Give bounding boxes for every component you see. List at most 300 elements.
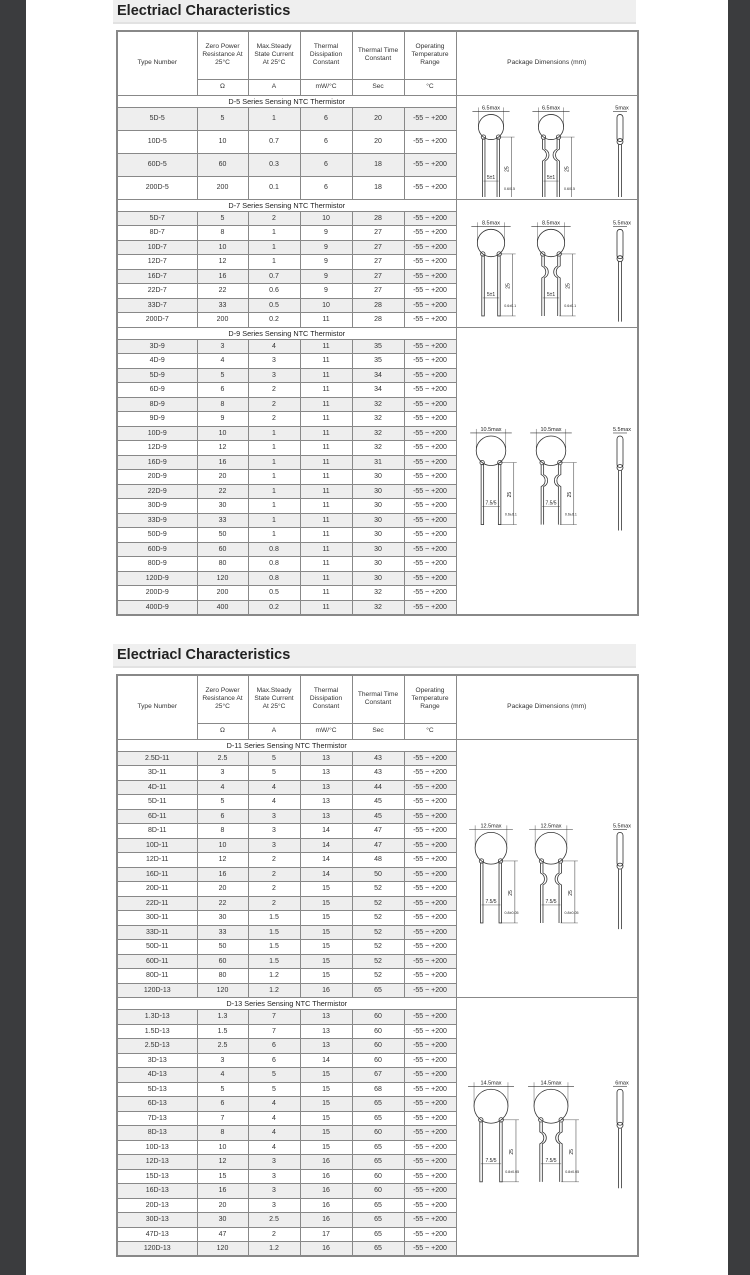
cell-resistance: 80 [197,969,248,984]
cell-dissipation: 15 [300,940,352,955]
package-dimension-drawing [456,739,638,998]
cell-dissipation: 15 [300,1140,352,1155]
cell-dissipation: 11 [300,571,352,586]
cell-current: 1 [248,528,300,543]
cell-current: 2 [248,1227,300,1242]
cell-type-number: 22D-9 [117,484,197,499]
diameter-label-kinked: 12.5max [540,823,562,830]
cell-temp-range: -55 ~ +200 [404,1198,456,1213]
header-time: Thermal Time Constant [352,675,404,723]
cell-current: 4 [248,1140,300,1155]
header-temp: Operating Temperature Range [404,675,456,723]
cell-temp-range: -55 ~ +200 [404,1097,456,1112]
cell-dissipation: 10 [300,298,352,313]
cell-type-number: 6D-9 [117,383,197,398]
cell-type-number: 30D-9 [117,499,197,514]
cell-resistance: 3 [197,1053,248,1068]
cell-current: 1 [248,226,300,241]
cell-type-number: 5D-11 [117,795,197,810]
cell-time-constant: 47 [352,824,404,839]
length-label-straight: 25 [506,491,513,498]
cell-time-constant: 60 [352,1024,404,1039]
cell-temp-range: -55 ~ +200 [404,1111,456,1126]
lead-right-straight [497,139,500,197]
cell-current: 0.2 [248,313,300,328]
cell-dissipation: 15 [300,1097,352,1112]
cell-current: 0.8 [248,542,300,557]
side-view-body [617,114,623,141]
cell-current: 2 [248,211,300,226]
cell-type-number: 60D-11 [117,954,197,969]
cell-time-constant: 52 [352,969,404,984]
cell-type-number: 30D-11 [117,911,197,926]
pitch-label-straight: 7.5/5 [485,1158,497,1165]
cell-temp-range: -55 ~ +200 [404,600,456,615]
cell-resistance: 12 [197,1155,248,1170]
header-dissipation: Thermal Dissipation Constant [300,675,352,723]
cell-dissipation: 14 [300,838,352,853]
cell-resistance: 120 [197,1242,248,1257]
cell-temp-range: -55 ~ +200 [404,1242,456,1257]
cell-resistance: 9 [197,412,248,427]
header-resistance: Zero Power Resistance At 25°C [197,675,248,723]
lead-left-straight [481,464,484,524]
cell-type-number: 80D-11 [117,969,197,984]
cell-time-constant: 35 [352,339,404,354]
cell-current: 3 [248,354,300,369]
cell-time-constant: 28 [352,211,404,226]
cell-dissipation: 13 [300,1024,352,1039]
cell-time-constant: 30 [352,484,404,499]
cell-resistance: 60 [197,542,248,557]
cell-temp-range: -55 ~ +200 [404,969,456,984]
cell-temp-range: -55 ~ +200 [404,1024,456,1039]
cell-dissipation: 15 [300,969,352,984]
cell-current: 3 [248,824,300,839]
cell-type-number: 120D-13 [117,1242,197,1257]
cell-time-constant: 35 [352,354,404,369]
cell-time-constant: 48 [352,853,404,868]
diameter-label-kinked: 6.5max [541,105,560,112]
cell-current: 3 [248,1155,300,1170]
cell-resistance: 10 [197,426,248,441]
cell-resistance: 10 [197,838,248,853]
cell-type-number: 3D-13 [117,1053,197,1068]
lead-right-straight [499,1122,502,1182]
cell-dissipation: 11 [300,600,352,615]
cell-time-constant: 52 [352,940,404,955]
cell-type-number: 12D-11 [117,853,197,868]
lead-right-straight [497,256,500,316]
cell-dissipation: 13 [300,766,352,781]
cell-dissipation: 11 [300,441,352,456]
lead-right-kinked [555,863,562,923]
cell-dissipation: 11 [300,513,352,528]
cell-current: 0.6 [248,284,300,299]
cell-temp-range: -55 ~ +200 [404,383,456,398]
cell-resistance: 6 [197,383,248,398]
cell-time-constant: 65 [352,1213,404,1228]
cell-temp-range: -55 ~ +200 [404,571,456,586]
cell-temp-range: -55 ~ +200 [404,795,456,810]
pitch-label-kinked: 7.5/5 [545,500,557,507]
cell-resistance: 22 [197,484,248,499]
cell-resistance: 200 [197,176,248,199]
diameter-label-straight: 12.5max [480,823,502,830]
length-label-kinked: 25 [565,283,572,289]
lead-left-kinked [542,256,549,316]
package-dimension-drawing [456,998,638,1257]
header-time: Thermal Time Constant [352,31,404,79]
lead-diameter-label-kinked: 0.6±0.1 [563,303,576,308]
cell-time-constant: 60 [352,1010,404,1025]
cell-temp-range: -55 ~ +200 [404,313,456,328]
cell-current: 2 [248,397,300,412]
lead-diameter-label-kinked: 0.8±0.05 [564,910,579,915]
cell-current: 1.5 [248,925,300,940]
cell-time-constant: 52 [352,882,404,897]
cell-temp-range: -55 ~ +200 [404,484,456,499]
cell-dissipation: 11 [300,339,352,354]
package-dimension-drawing [456,199,638,327]
lead-right-kinked [555,1122,562,1182]
cell-dissipation: 16 [300,1213,352,1228]
cell-type-number: 60D-5 [117,153,197,176]
cell-resistance: 5 [197,1082,248,1097]
cell-temp-range: -55 ~ +200 [404,397,456,412]
series-title: D-13 Series Sensing NTC Thermistor [117,998,456,1010]
cell-type-number: 400D-9 [117,600,197,615]
cell-resistance: 50 [197,528,248,543]
cell-current: 3 [248,838,300,853]
cell-dissipation: 15 [300,896,352,911]
cell-dissipation: 11 [300,499,352,514]
cell-current: 4 [248,339,300,354]
cell-dissipation: 11 [300,313,352,328]
thermistor-disc-straight [478,114,503,139]
cell-temp-range: -55 ~ +200 [404,1184,456,1199]
cell-current: 3 [248,368,300,383]
cell-dissipation: 11 [300,397,352,412]
cell-type-number: 20D-9 [117,470,197,485]
cell-resistance: 30 [197,1213,248,1228]
cell-type-number: 47D-13 [117,1227,197,1242]
cell-type-number: 1.3D-13 [117,1010,197,1025]
cell-type-number: 3D-9 [117,339,197,354]
cell-resistance: 15 [197,1169,248,1184]
lead-left-straight [482,256,485,316]
cell-resistance: 30 [197,911,248,926]
cell-resistance: 4 [197,1068,248,1083]
cell-current: 1 [248,470,300,485]
cell-resistance: 12 [197,441,248,456]
cell-time-constant: 20 [352,107,404,130]
pitch-label-straight: 5±1 [486,291,495,298]
pitch-label-kinked: 7.5/5 [545,1158,557,1165]
cell-dissipation: 11 [300,426,352,441]
length-label-straight: 25 [508,1149,515,1155]
cell-time-constant: 60 [352,1126,404,1141]
thickness-label: 5.5max [612,823,631,830]
cell-temp-range: -55 ~ +200 [404,586,456,601]
diameter-label-straight: 14.5max [480,1080,502,1087]
cell-type-number: 50D-9 [117,528,197,543]
cell-dissipation: 15 [300,911,352,926]
side-view-body [617,436,623,468]
thermistor-disc-kinked [538,114,563,139]
cell-time-constant: 32 [352,412,404,427]
cell-type-number: 8D-7 [117,226,197,241]
diameter-label-straight: 10.5max [480,426,502,433]
cell-time-constant: 27 [352,255,404,270]
cell-dissipation: 6 [300,130,352,153]
cell-current: 6 [248,1039,300,1054]
cell-current: 1 [248,484,300,499]
cell-type-number: 120D-9 [117,571,197,586]
cell-temp-range: -55 ~ +200 [404,298,456,313]
length-label-straight: 25 [505,283,512,289]
cell-current: 1.2 [248,983,300,998]
cell-time-constant: 32 [352,397,404,412]
cell-dissipation: 6 [300,153,352,176]
cell-current: 5 [248,751,300,766]
unit-dissipation: mW/°C [300,79,352,95]
cell-temp-range: -55 ~ +200 [404,354,456,369]
cell-type-number: 3D-11 [117,766,197,781]
cell-current: 5 [248,766,300,781]
cell-current: 0.7 [248,269,300,284]
cell-temp-range: -55 ~ +200 [404,240,456,255]
cell-type-number: 200D-9 [117,586,197,601]
cell-resistance: 30 [197,499,248,514]
cell-type-number: 8D-13 [117,1126,197,1141]
cell-current: 1.2 [248,1242,300,1257]
cell-current: 0.1 [248,176,300,199]
cell-temp-range: -55 ~ +200 [404,130,456,153]
cell-time-constant: 32 [352,586,404,601]
cell-dissipation: 15 [300,1126,352,1141]
cell-dissipation: 11 [300,484,352,499]
cell-current: 2 [248,882,300,897]
unit-resistance: Ω [197,723,248,739]
cell-temp-range: -55 ~ +200 [404,983,456,998]
cell-resistance: 8 [197,226,248,241]
cell-dissipation: 16 [300,1198,352,1213]
cell-type-number: 200D-7 [117,313,197,328]
series-header-row [117,95,638,107]
cell-dissipation: 17 [300,1227,352,1242]
lead-left-straight [482,139,485,197]
lead-right-straight [499,863,502,923]
cell-time-constant: 52 [352,911,404,926]
cell-current: 3 [248,1184,300,1199]
cell-type-number: 15D-13 [117,1169,197,1184]
cell-time-constant: 43 [352,766,404,781]
cell-resistance: 20 [197,470,248,485]
lead-left-straight [480,1122,483,1182]
cell-resistance: 120 [197,983,248,998]
cell-type-number: 60D-9 [117,542,197,557]
header-current: Max.Steady State Current At 25°C [248,675,300,723]
cell-temp-range: -55 ~ +200 [404,940,456,955]
cell-resistance: 22 [197,896,248,911]
lead-right-straight [498,464,501,524]
cell-temp-range: -55 ~ +200 [404,153,456,176]
cell-current: 2 [248,867,300,882]
cell-temp-range: -55 ~ +200 [404,838,456,853]
cell-time-constant: 45 [352,795,404,810]
cell-temp-range: -55 ~ +200 [404,226,456,241]
cell-dissipation: 13 [300,795,352,810]
cell-current: 0.3 [248,153,300,176]
length-label-straight: 25 [504,166,511,172]
cell-temp-range: -55 ~ +200 [404,1227,456,1242]
cell-resistance: 10 [197,1140,248,1155]
cell-resistance: 5 [197,211,248,226]
length-label-kinked: 25 [566,491,573,498]
cell-resistance: 6 [197,1097,248,1112]
cell-time-constant: 65 [352,1198,404,1213]
cell-time-constant: 27 [352,240,404,255]
cell-time-constant: 18 [352,153,404,176]
unit-temp: °C [404,723,456,739]
cell-type-number: 5D-5 [117,107,197,130]
cell-temp-range: -55 ~ +200 [404,882,456,897]
header-type-number: Type Number [117,31,197,95]
cell-resistance: 200 [197,586,248,601]
cell-resistance: 3 [197,339,248,354]
unit-temp: °C [404,79,456,95]
cell-dissipation: 13 [300,780,352,795]
cell-dissipation: 9 [300,226,352,241]
series-title: D-11 Series Sensing NTC Thermistor [117,739,456,751]
cell-time-constant: 60 [352,1169,404,1184]
cell-current: 1 [248,513,300,528]
cell-time-constant: 68 [352,1082,404,1097]
cell-time-constant: 27 [352,269,404,284]
thickness-label: 6max [615,1080,629,1087]
cell-current: 1 [248,499,300,514]
header-type-number: Type Number [117,675,197,739]
cell-dissipation: 13 [300,1010,352,1025]
cell-time-constant: 44 [352,780,404,795]
pitch-label-kinked: 5±1 [546,291,555,298]
cell-resistance: 22 [197,284,248,299]
cell-time-constant: 31 [352,455,404,470]
cell-type-number: 10D-7 [117,240,197,255]
cell-type-number: 7D-13 [117,1111,197,1126]
cell-dissipation: 15 [300,882,352,897]
cell-type-number: 50D-11 [117,940,197,955]
diameter-label-kinked: 8.5max [541,220,560,227]
header-temp: Operating Temperature Range [404,31,456,79]
cell-resistance: 8 [197,824,248,839]
cell-current: 2 [248,853,300,868]
cell-current: 2.5 [248,1213,300,1228]
cell-dissipation: 11 [300,470,352,485]
cell-current: 4 [248,1126,300,1141]
cell-dissipation: 11 [300,455,352,470]
cell-time-constant: 65 [352,1097,404,1112]
cell-resistance: 5 [197,795,248,810]
cell-temp-range: -55 ~ +200 [404,339,456,354]
cell-resistance: 60 [197,153,248,176]
cell-type-number: 9D-9 [117,412,197,427]
cell-resistance: 4 [197,780,248,795]
cell-resistance: 3 [197,766,248,781]
cell-type-number: 2.5D-11 [117,751,197,766]
length-label-straight: 25 [507,890,514,896]
cell-current: 0.8 [248,557,300,572]
cell-resistance: 12 [197,255,248,270]
cell-type-number: 4D-11 [117,780,197,795]
cell-current: 1.5 [248,954,300,969]
thickness-label: 5.5max [612,426,631,433]
cell-type-number: 33D-11 [117,925,197,940]
cell-temp-range: -55 ~ +200 [404,557,456,572]
cell-resistance: 33 [197,513,248,528]
unit-time: Sec [352,723,404,739]
cell-time-constant: 60 [352,1039,404,1054]
cell-dissipation: 13 [300,751,352,766]
cell-dissipation: 9 [300,240,352,255]
cell-type-number: 20D-13 [117,1198,197,1213]
length-label-kinked: 25 [567,890,574,896]
cell-current: 1.2 [248,969,300,984]
cell-resistance: 400 [197,600,248,615]
cell-current: 3 [248,1198,300,1213]
cell-resistance: 2.5 [197,1039,248,1054]
pitch-label-straight: 7.5/5 [485,500,497,507]
cell-current: 4 [248,1111,300,1126]
thickness-label: 5.5max [612,220,631,227]
cell-temp-range: -55 ~ +200 [404,954,456,969]
cell-current: 2 [248,896,300,911]
cell-resistance: 200 [197,313,248,328]
cell-time-constant: 27 [352,284,404,299]
cell-current: 0.5 [248,586,300,601]
cell-dissipation: 11 [300,354,352,369]
cell-time-constant: 20 [352,130,404,153]
cell-dissipation: 15 [300,925,352,940]
cell-resistance: 1.5 [197,1024,248,1039]
cell-dissipation: 16 [300,1184,352,1199]
cell-resistance: 20 [197,1198,248,1213]
cell-resistance: 2.5 [197,751,248,766]
cell-dissipation: 9 [300,269,352,284]
cell-resistance: 33 [197,925,248,940]
cell-time-constant: 18 [352,176,404,199]
cell-current: 4 [248,780,300,795]
cell-temp-range: -55 ~ +200 [404,766,456,781]
cell-type-number: 22D-7 [117,284,197,299]
cell-dissipation: 13 [300,1039,352,1054]
cell-time-constant: 30 [352,557,404,572]
header-dissipation: Thermal Dissipation Constant [300,31,352,79]
characteristics-table [116,30,639,616]
cell-resistance: 4 [197,354,248,369]
cell-current: 4 [248,1097,300,1112]
right-margin-bar [728,0,750,1275]
cell-current: 0.5 [248,298,300,313]
lead-diameter-label-kinked: 0.6±0.1 [564,512,577,517]
cell-time-constant: 65 [352,1242,404,1257]
cell-current: 1 [248,107,300,130]
cell-dissipation: 11 [300,412,352,427]
cell-resistance: 12 [197,853,248,868]
lead-diameter-label-straight: 0.8±0.05 [504,1170,519,1175]
cell-type-number: 80D-9 [117,557,197,572]
